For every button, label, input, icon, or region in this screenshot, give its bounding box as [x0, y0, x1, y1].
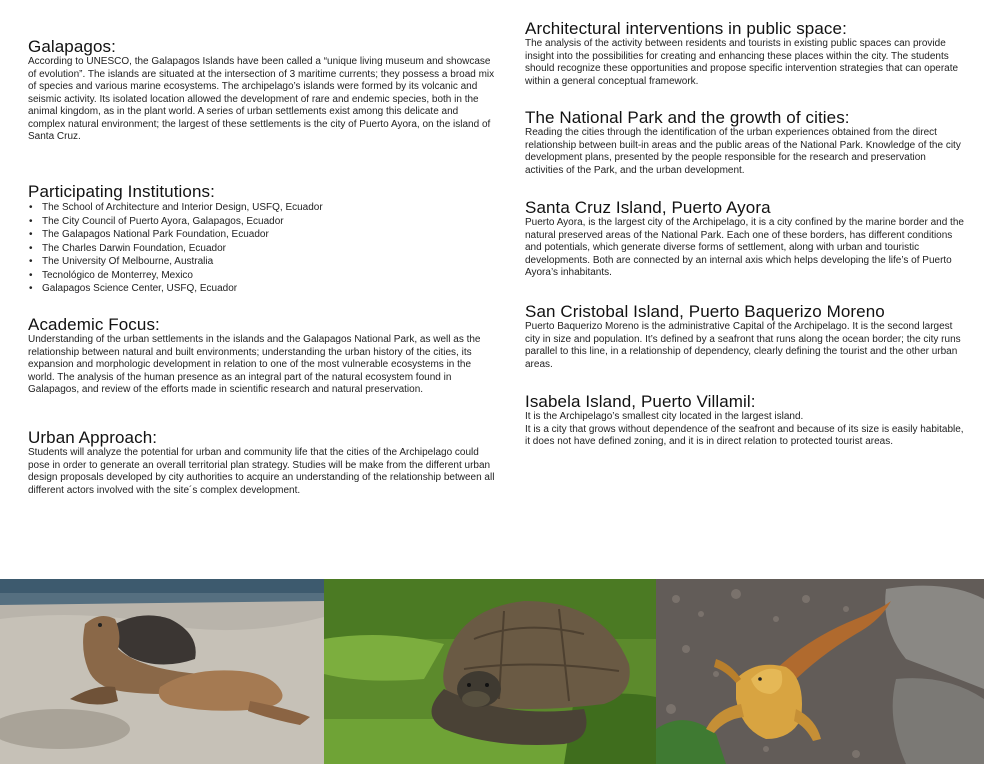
text-academic-focus: Understanding of the urban settlements in the islands and the Galapagos National Park, as well as the relationship between natural and built environments; understanding the urban history of the cities, its expansion and morphologic development in relation to one of the most vulnerable ecosystems in the world. The analysis of the human presence as an integral part of the natural ecosystem found in Galapagos, and review of the efforts made in scientific research and natural preservation.: [28, 334, 481, 395]
section-national-park: [525, 109, 965, 177]
list-item: • The Galapagos National Park Foundation, Ecuador: [42, 228, 498, 242]
section-academic-focus: [28, 316, 498, 397]
text-national-park: Reading the cities through the identification of the urban experiences obtained from the direct relationship between built-in areas and the public areas of the National Park. Knowledge of the city development plans, presented by the people responsible for the research and preservation activities of the Park, and the urban development.: [525, 127, 961, 176]
text-urban-approach: Students will analyze the potential for urban and community life that the cities of the Archipelago could pose in order to generate an overall territorial plan strategy. Studies will be make from the different urban design proposals developed by city authorities to acquire an understanding of the relationship between all different actors involved with the site´s complex development.: [28, 447, 495, 496]
land-iguana-photo: [656, 579, 984, 764]
heading-interventions: Architectural interventions in public space:: [525, 19, 847, 38]
text-galapagos: According to UNESCO, the Galapagos Islands have been called a “unique living museum and showcase of evolution”. The islands are situated at the intersection of 3 maritime currents; they possess a broad mix of species and various marine ecosystems. The archipelago’s islands were formed by its volcanic and seismic activity. Its isolated location allowed the development of rare and endemic species, both in the animal kingdom, as in the plant world. A series of urban settlements exist among this delicate and complex natural environment; the largest of these settlements is the city of Puerto Ayora, on the island of Santa Cruz.: [28, 56, 495, 142]
list-item: • The City Council of Puerto Ayora, Galapagos, Ecuador: [42, 215, 498, 229]
sea-lions-photo: [0, 579, 324, 764]
section-galapagos: [28, 38, 498, 144]
list-item: • Galapagos Science Center, USFQ, Ecuador: [42, 282, 498, 296]
heading-san-cristobal: San Cristobal Island, Puerto Baquerizo Moreno: [525, 302, 885, 321]
section-urban-approach: [28, 429, 498, 497]
heading-national-park: The National Park and the growth of cities:: [525, 108, 850, 127]
text-interventions: The analysis of the activity between residents and tourists in existing public spaces can provide insight into the possibilities for creating and enhancing these places within the city. The students should recognize these opportunities and propose specific intervention strategies that can operate within a general conceptual framework.: [525, 38, 959, 87]
heading-urban-approach: Urban Approach:: [28, 428, 158, 447]
text-isabela-2: It is a city that grows without dependence of the seafront and because of its size is easily habitable, it does not have defined zoning, and it is in direct relation to protected tourist areas.: [525, 423, 964, 447]
list-item: • The University Of Melbourne, Australia: [42, 255, 498, 269]
section-san-cristobal: [525, 303, 965, 371]
heading-galapagos: Galapagos:: [28, 37, 116, 56]
text-isabela-1: It is the Archipelago’s smallest city located in the largest island.: [525, 411, 804, 422]
heading-institutions: Participating Institutions:: [28, 182, 215, 201]
section-isabela: [525, 393, 965, 449]
list-item: • The Charles Darwin Foundation, Ecuador: [42, 242, 498, 256]
heading-isabela: Isabela Island, Puerto Villamil:: [525, 392, 756, 411]
photo-strip: [0, 579, 984, 764]
section-institutions: [28, 183, 498, 296]
list-item: • Tecnológico de Monterrey, Mexico: [42, 269, 498, 283]
giant-tortoise-photo: [324, 579, 656, 764]
section-interventions: [525, 20, 965, 88]
text-san-cristobal: Puerto Baquerizo Moreno is the administrative Capital of the Archipelago. It is the second largest city in size and population. It’s defined by a seafront that runs along the ocean border; the city runs parallel to this line, in a relationship of dependency, clearly defining the tourist and the other urban areas.: [525, 321, 961, 370]
institutions-list: [28, 201, 498, 296]
heading-santa-cruz: Santa Cruz Island, Puerto Ayora: [525, 198, 771, 217]
heading-academic-focus: Academic Focus:: [28, 315, 160, 334]
text-santa-cruz: Puerto Ayora, is the largest city of the Archipelago, it is a city confined by the marine border and the natural preserved areas of the National Park. Each one of these borders, has different conditions and potentials, which generate diverse forms of settlement, along with urban and touristic developments. Both are connected by an internal axis which helps developing the life’s of Puerto Ayora’s inhabitants.: [525, 217, 964, 278]
section-santa-cruz: [525, 199, 965, 280]
list-item: • The School of Architecture and Interior Design, USFQ, Ecuador: [42, 201, 498, 215]
